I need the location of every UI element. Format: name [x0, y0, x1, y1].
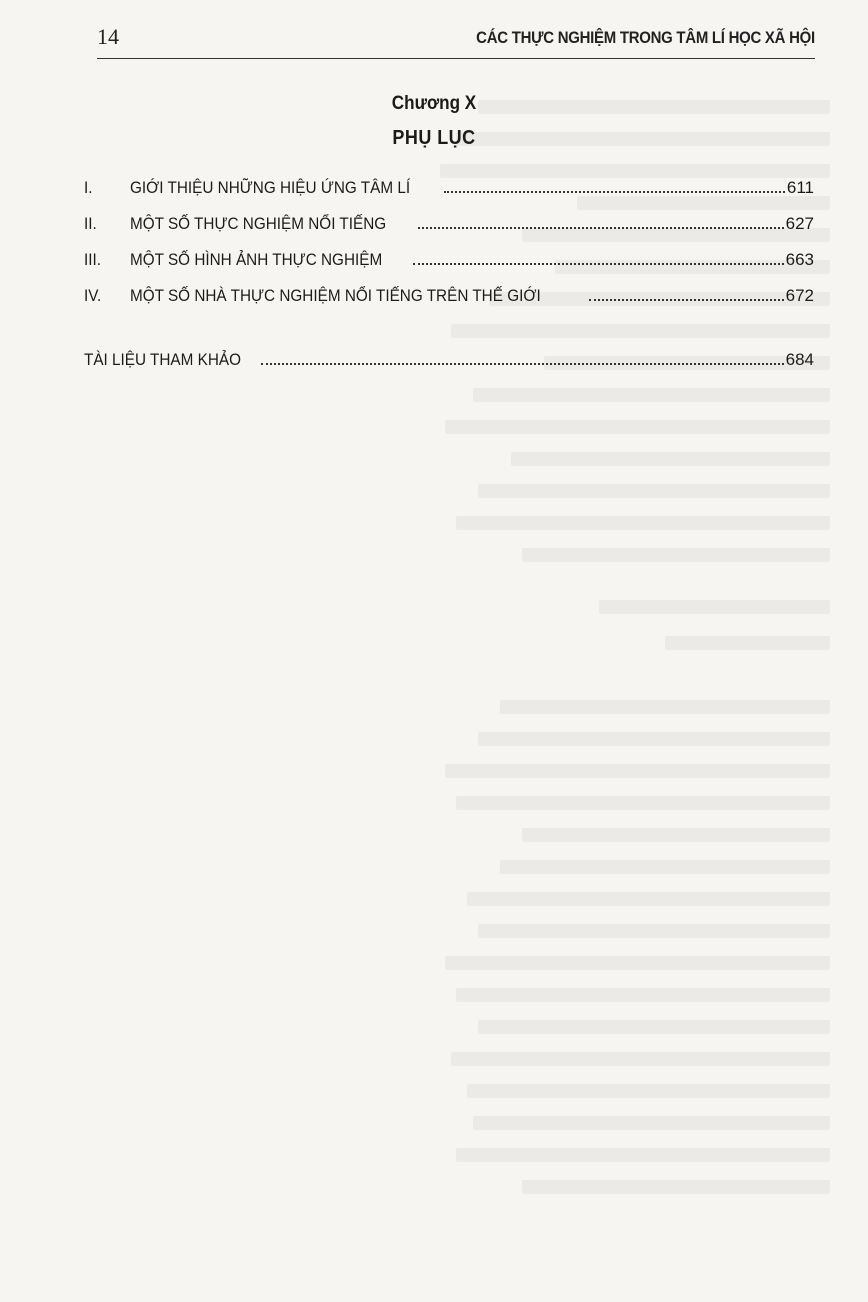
bleed-through-line — [665, 636, 830, 650]
bleed-through-line — [511, 452, 830, 466]
toc-entry-number: I. — [84, 178, 93, 197]
bleed-through-line — [478, 1020, 830, 1034]
toc-entry-3[interactable] — [84, 244, 814, 270]
chapter-label: Chương X — [391, 93, 477, 114]
bleed-through-line — [456, 516, 830, 530]
bleed-through-line — [478, 732, 830, 746]
toc-entry-label: MỘT SỐ NHÀ THỰC NGHIỆM NỔI TIẾNG TRÊN THẾ GIỚI — [130, 286, 541, 305]
toc-entry-page: 684 — [785, 350, 814, 369]
toc-entry-label: MỘT SỐ HÌNH ẢNH THỰC NGHIỆM — [130, 250, 383, 269]
toc-entry-references[interactable] — [84, 344, 814, 370]
toc-entry-page: 627 — [785, 214, 814, 233]
toc-entry-page: 672 — [785, 286, 814, 305]
bleed-through-line — [467, 892, 830, 906]
bleed-through-line — [456, 1148, 830, 1162]
bleed-through-line — [445, 420, 830, 434]
running-header — [97, 22, 815, 59]
bleed-through-line — [522, 828, 830, 842]
toc-entry-label: MỘT SỐ THỰC NGHIỆM NỔI TIẾNG — [130, 214, 387, 233]
toc-entry-number: II. — [84, 214, 97, 233]
bleed-through-line — [456, 796, 830, 810]
bleed-through-line — [500, 700, 830, 714]
toc-entry-4[interactable] — [84, 280, 814, 306]
toc-entry-label: TÀI LIỆU THAM KHẢO — [84, 350, 242, 369]
bleed-through-line — [522, 1180, 830, 1194]
bleed-through-line — [478, 484, 830, 498]
bleed-through-line — [478, 924, 830, 938]
dot-leader — [413, 263, 783, 265]
bleed-through-line — [467, 1084, 830, 1098]
dot-leader — [261, 363, 783, 365]
toc-entry-1[interactable] — [84, 172, 814, 198]
bleed-through-line — [445, 764, 830, 778]
toc-entry-page: 663 — [785, 250, 814, 269]
toc-entry-page: 611 — [786, 178, 814, 197]
bleed-through-line — [599, 600, 830, 614]
toc-entry-number: IV. — [84, 286, 102, 305]
bleed-through-line — [456, 988, 830, 1002]
toc-entry-label: GIỚI THIỆU NHỮNG HIỆU ỨNG TÂM LÍ — [130, 178, 411, 197]
bleed-through-line — [500, 860, 830, 874]
bleed-through-line — [473, 388, 831, 402]
chapter-title: PHỤ LỤC — [392, 127, 476, 149]
dot-leader — [418, 227, 784, 229]
bleed-through-line — [445, 956, 830, 970]
bleed-through-line — [522, 548, 830, 562]
bleed-through-line — [451, 1052, 831, 1066]
running-title: CÁC THỰC NGHIỆM TRONG TÂM LÍ HỌC XÃ HỘI — [476, 28, 815, 47]
bleed-through-line — [451, 324, 831, 338]
bleed-through-line — [473, 1116, 831, 1130]
dot-leader — [444, 191, 785, 193]
toc-entry-number: III. — [84, 250, 102, 269]
dot-leader — [589, 299, 783, 301]
toc-entry-2[interactable] — [84, 208, 814, 234]
page-number: 14 — [97, 24, 119, 49]
